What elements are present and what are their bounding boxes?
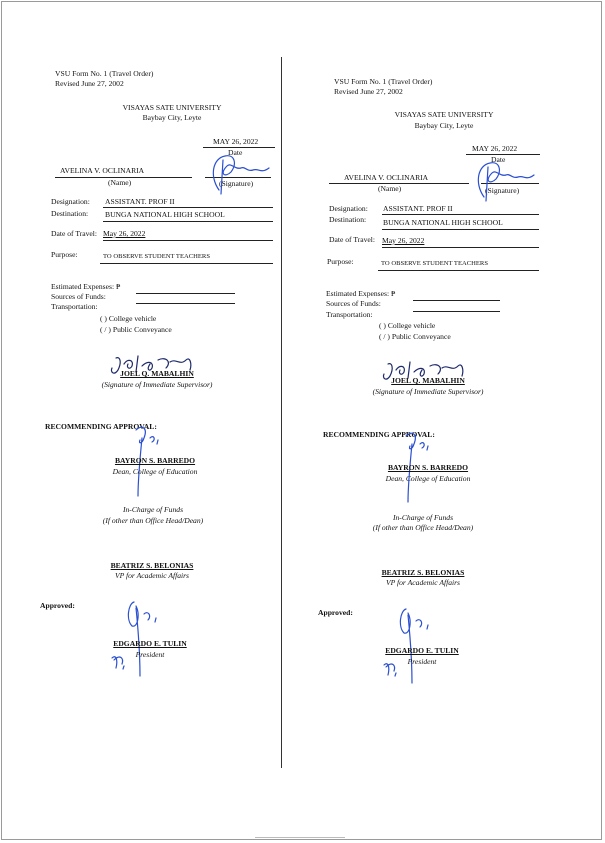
travel-order-copy-left: [0, 0, 300, 843]
president-signature-mark: [380, 605, 440, 685]
date-value: MAY 26, 2022: [472, 144, 518, 153]
supervisor-name: JOEL Q. MABALHIN: [120, 369, 194, 378]
purpose-label: Purpose:: [51, 250, 78, 259]
in-charge-note: (If other than Office Head/Dean): [372, 523, 474, 532]
date-of-travel-label: Date of Travel:: [51, 229, 97, 238]
dean-name: BAYRON S. BARREDO: [114, 456, 196, 465]
college-vehicle-option: ( ) College vehicle: [379, 321, 436, 330]
date-label: Date: [491, 155, 506, 164]
recommending-approval-label: RECOMMENDING APPROVAL:: [45, 422, 157, 431]
in-charge-note: (If other than Office Head/Dean): [102, 516, 204, 525]
destination-value: BUNGA NATIONAL HIGH SCHOOL: [105, 210, 225, 219]
recommending-approval-label: RECOMMENDING APPROVAL:: [323, 430, 435, 439]
in-charge-label: In-Charge of Funds: [122, 505, 184, 514]
vp-title: VP for Academic Affairs: [385, 578, 461, 587]
dean-title: Dean, College of Education: [112, 467, 198, 476]
designation-value: ASSISTANT. PROF II: [105, 197, 175, 206]
purpose-label: Purpose:: [327, 257, 354, 266]
traveler-signature-mark: [470, 157, 540, 202]
purpose-value: TO OBSERVE STUDENT TEACHERS: [381, 260, 488, 267]
approved-label: Approved:: [318, 608, 353, 617]
signature-label: (Signature): [485, 186, 520, 195]
public-conveyance-option: ( / ) Public Conveyance: [100, 325, 172, 334]
estimated-expenses-label: Estimated Expenses: ₱: [326, 289, 396, 298]
public-conveyance-option: ( / ) Public Conveyance: [379, 332, 451, 341]
form-number: VSU Form No. 1 (Travel Order): [334, 77, 433, 86]
vp-name: BEATRIZ S. BELONIAS: [110, 561, 194, 570]
date-of-travel-label: Date of Travel:: [329, 235, 375, 244]
date-of-travel-value: May 26, 2022: [103, 229, 146, 238]
sources-of-funds-label: Sources of Funds:: [51, 292, 106, 301]
signature-label: (Signature): [219, 179, 254, 188]
traveler-signature-mark: [205, 150, 275, 195]
funds-line: [413, 311, 500, 312]
college-vehicle-option: ( ) College vehicle: [100, 314, 157, 323]
vp-title: VP for Academic Affairs: [114, 571, 190, 580]
form-revision: Revised June 27, 2002: [55, 79, 124, 88]
supervisor-caption: (Signature of Immediate Supervisor): [101, 380, 213, 389]
designation-label: Designation:: [51, 197, 90, 206]
destination-line: [103, 221, 273, 222]
sources-of-funds-label: Sources of Funds:: [326, 299, 381, 308]
name-label: (Name): [378, 184, 402, 193]
travel-order-copy-right: [298, 0, 598, 843]
supervisor-caption: (Signature of Immediate Supervisor): [372, 387, 484, 396]
vp-name: BEATRIZ S. BELONIAS: [381, 568, 465, 577]
destination-label: Destination:: [51, 209, 89, 218]
form-number: VSU Form No. 1 (Travel Order): [55, 69, 154, 78]
transportation-label: Transportation:: [51, 302, 98, 311]
purpose-value: TO OBSERVE STUDENT TEACHERS: [103, 253, 210, 260]
supervisor-name: JOEL Q. MABALHIN: [391, 376, 465, 385]
expenses-line: [413, 300, 500, 301]
date-of-travel-line: [103, 240, 273, 241]
funds-line: [136, 303, 235, 304]
traveler-name: AVELINA V. OCLINARIA: [344, 173, 429, 182]
president-title: President: [407, 657, 437, 666]
date-of-travel-line: [382, 247, 539, 248]
purpose-line: [100, 263, 273, 264]
destination-value: BUNGA NATIONAL HIGH SCHOOL: [383, 218, 503, 227]
university-name: VISAYAS SATE UNIVERSITY: [394, 110, 494, 119]
estimated-expenses-label: Estimated Expenses: ₱: [51, 282, 121, 291]
date-of-travel-value: May 26, 2022: [382, 236, 425, 245]
name-label: (Name): [108, 178, 132, 187]
form-revision: Revised June 27, 2002: [334, 87, 403, 96]
dean-name: BAYRON S. BARREDO: [387, 463, 469, 472]
purpose-line: [378, 270, 539, 271]
president-name: EDGARDO E. TULIN: [385, 646, 459, 655]
destination-label: Destination:: [329, 215, 367, 224]
transportation-label: Transportation:: [326, 310, 373, 319]
president-name: EDGARDO E. TULIN: [113, 639, 187, 648]
date-label: Date: [228, 148, 243, 157]
designation-line: [103, 207, 273, 208]
designation-label: Designation:: [329, 204, 368, 213]
university-location: Baybay City, Leyte: [414, 121, 474, 130]
president-signature-mark: [108, 598, 168, 678]
date-value: MAY 26, 2022: [213, 137, 259, 146]
university-location: Baybay City, Leyte: [142, 113, 202, 122]
approved-label: Approved:: [40, 601, 75, 610]
dean-title: Dean, College of Education: [385, 474, 471, 483]
designation-line: [382, 214, 539, 215]
expenses-line: [136, 293, 235, 294]
destination-line: [382, 229, 539, 230]
designation-value: ASSISTANT. PROF II: [383, 204, 453, 213]
university-name: VISAYAS SATE UNIVERSITY: [122, 103, 222, 112]
president-title: President: [135, 650, 165, 659]
traveler-name: AVELINA V. OCLINARIA: [60, 166, 145, 175]
in-charge-label: In-Charge of Funds: [392, 513, 454, 522]
